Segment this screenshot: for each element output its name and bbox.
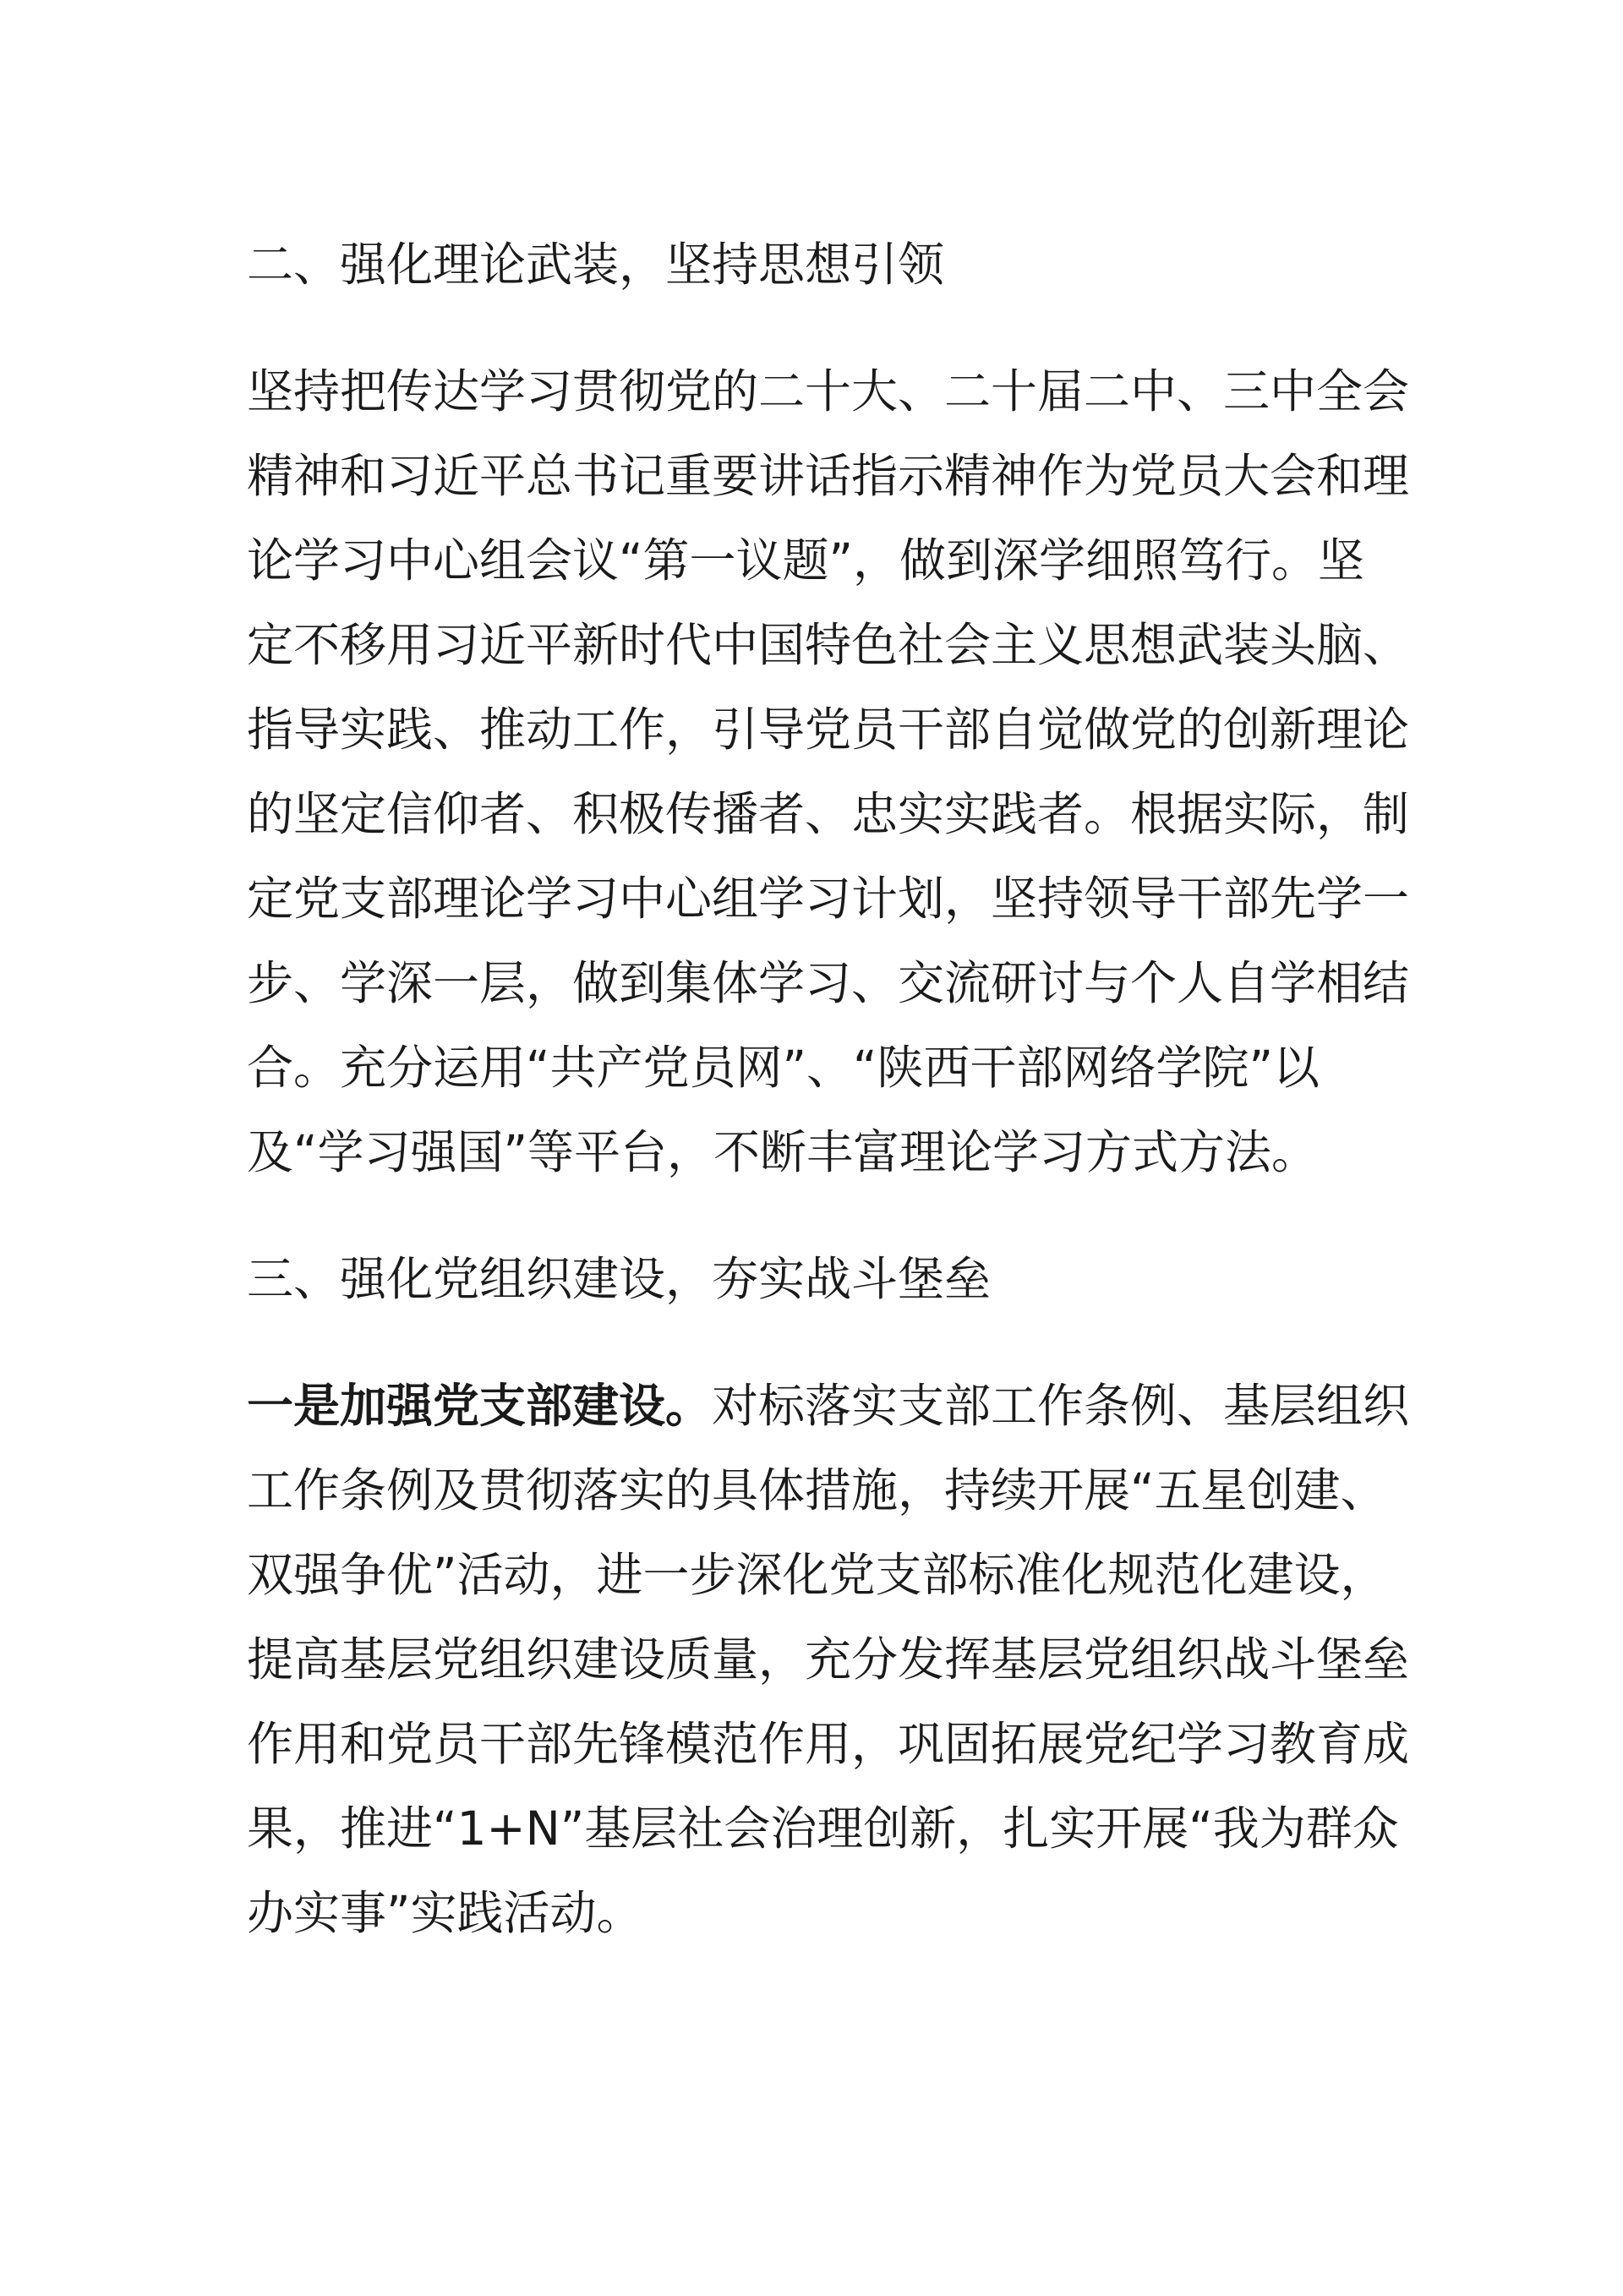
paragraph-line: 论学习中心组会议“第一议题”，做到深学细照笃行。坚	[247, 533, 1364, 588]
paragraph-line: 步、学深一层，做到集体学习、交流研讨与个人自学相结	[247, 956, 1410, 1010]
paragraph-line: 定不移用习近平新时代中国特色社会主义思想武装头脑、	[247, 618, 1410, 672]
paragraph-line: 果，推进“1+N”基层社会治理创新，扎实开展“我为群众	[247, 1801, 1399, 1856]
paragraph-line: 合。充分运用“共产党员网”、“陕西干部网络学院”以	[247, 1041, 1320, 1095]
paragraph-line: 精神和习近平总书记重要讲话指示精神作为党员大会和理	[247, 449, 1410, 503]
paragraph-lead-text: 一是加强党支部建设。	[247, 1379, 713, 1433]
paragraph-line: 工作条例及贯彻落实的具体措施，持续开展“五星创建、	[247, 1463, 1387, 1517]
paragraph-line: 定党支部理论学习中心组学习计划，坚持领导干部先学一	[247, 872, 1410, 926]
paragraph-line: 坚持把传达学习贯彻党的二十大、二十届二中、三中全会	[247, 364, 1410, 418]
spacer	[247, 1321, 1386, 1364]
paragraph-line: 指导实践、推动工作，引导党员干部自觉做党的创新理论	[247, 702, 1410, 757]
section-2-heading: 二、强化理论武装，坚持思想引领	[247, 238, 945, 292]
paragraph-first-line-rest: 对标落实支部工作条例、基层组织	[712, 1379, 1410, 1433]
section-3-heading: 三、强化党组织建设，夯实战斗堡垒	[247, 1252, 992, 1306]
paragraph-line: 提高基层党组织建设质量，充分发挥基层党组织战斗堡垒	[247, 1632, 1410, 1686]
paragraph-line: 的坚定信仰者、积极传播者、忠实实践者。根据实际，制	[247, 787, 1410, 841]
paragraph-line: 办实事”实践活动。	[247, 1886, 643, 1940]
paragraph-first-line	[247, 1364, 1410, 1448]
paragraph-line: 作用和党员干部先锋模范作用，巩固拓展党纪学习教育成	[247, 1717, 1410, 1771]
section-2-paragraph	[247, 349, 1410, 1194]
spacer	[247, 1194, 1386, 1237]
paragraph-line: 及“学习强国”等平台，不断丰富理论学习方式方法。	[247, 1125, 1318, 1179]
section-3-paragraph	[247, 1364, 1410, 1955]
paragraph-line: 双强争优”活动，进一步深化党支部标准化规范化建设，	[247, 1548, 1387, 1602]
spacer	[247, 307, 1386, 349]
